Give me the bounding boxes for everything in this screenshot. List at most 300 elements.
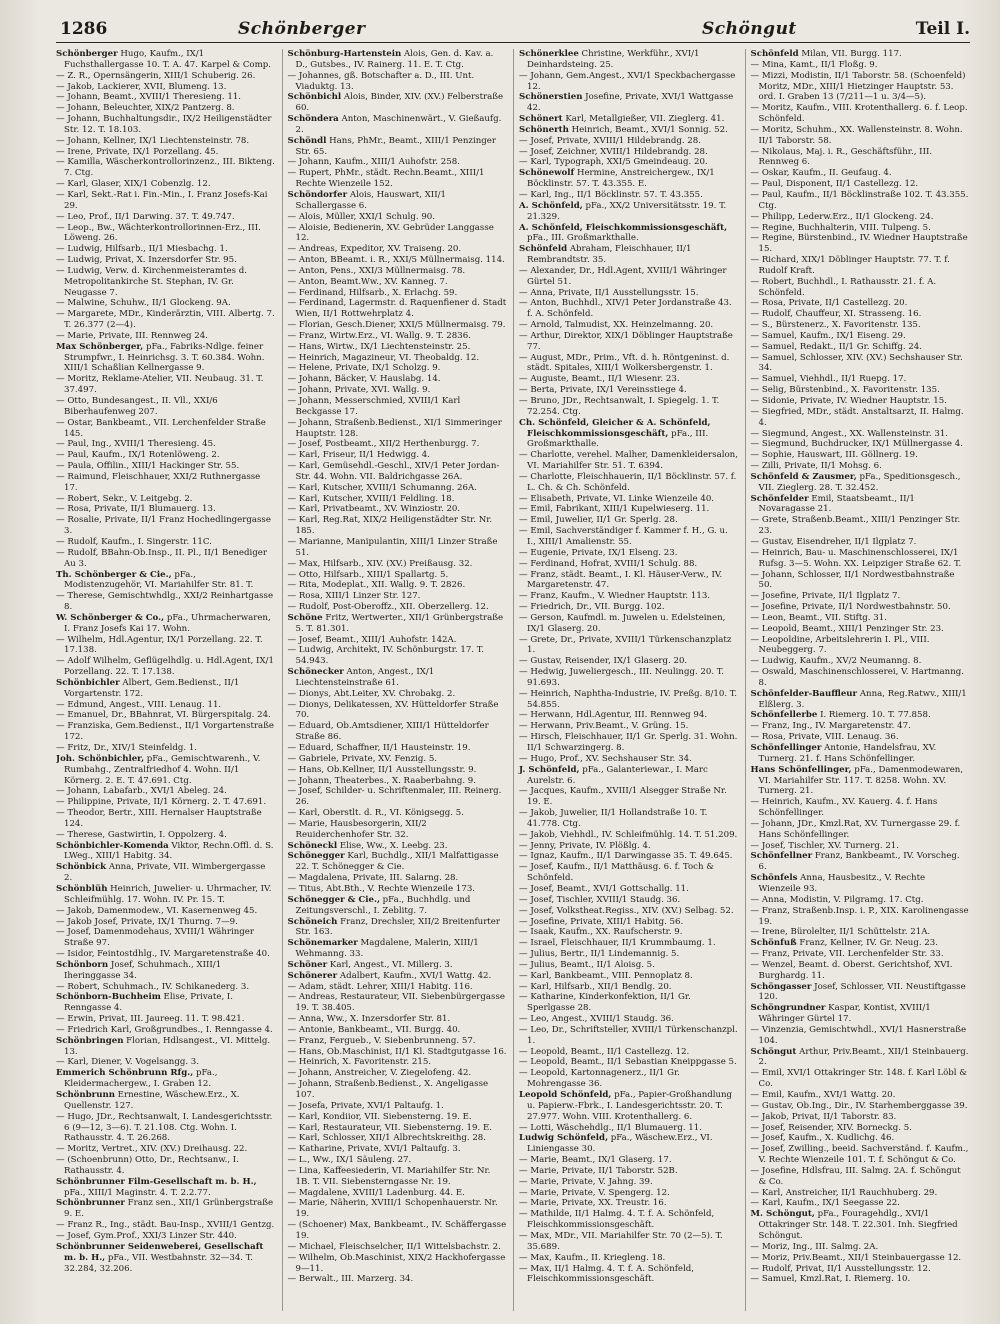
directory-entry xyxy=(519,862,739,884)
entry-details: — Josefine, Hdlsfrau, III. Salmg. 2A. f. Schöngut & Co. xyxy=(750,1165,961,1187)
entry-details: I. Riemerg. 10. T. 77.858. xyxy=(817,710,931,721)
entry-details: — Leopoldine, Arbeitslehrerin I. Pl., VIII. Neubeggerg. 7. xyxy=(750,634,930,656)
directory-entry xyxy=(519,374,739,385)
entry-details: — Ferdinand, Lagermstr. d. Raquenfiener d. Stadt Wien, II/1 Rottwehrplatz 4. xyxy=(287,298,507,320)
directory-entry xyxy=(751,1198,971,1209)
entry-surname: Schöneich xyxy=(287,916,338,927)
directory-entry xyxy=(519,71,739,93)
directory-entry xyxy=(56,179,276,190)
directory-entry xyxy=(288,917,508,939)
entry-details: — Josef, Tischler, XV. Turnerg. 21. xyxy=(750,840,899,851)
directory-entry xyxy=(519,298,739,320)
entry-details: — Regine, Buchhalterin, VIII. Tulpeng. 5. xyxy=(750,222,931,233)
directory-entry xyxy=(56,374,276,396)
entry-details: Milan, VII. Burgg. 117. xyxy=(798,49,902,59)
entry-details: — Wilhelm, Hdl.Agentur, IX/1 Porzellang. 22. T. 17.138. xyxy=(56,634,263,656)
entry-surname: Emmerich Schönbrunn Rfg., xyxy=(56,1068,194,1079)
directory-entry xyxy=(56,461,276,472)
entry-surname: Schönegger xyxy=(287,851,345,862)
directory-entry xyxy=(519,949,739,960)
entry-details: — Rupert, PhMr., städt. Rechn.Beamt., XIII/1 Rechte Wienzeile 152. xyxy=(287,168,485,190)
directory-entry xyxy=(56,1112,276,1145)
directory-entry xyxy=(751,873,971,895)
entry-details: — Ignaz, Kaufm., II/1 Darwingasse 35. T. 49.645. xyxy=(519,851,733,862)
directory-entry xyxy=(519,396,739,418)
entry-details: — Max, Hilfsarb., XIV. (XV.) Preißausg. 32. xyxy=(287,558,473,569)
directory-entry xyxy=(751,439,971,450)
directory-entry xyxy=(56,862,276,884)
directory-entry xyxy=(288,1274,508,1285)
entry-details: — Friedrich Karl, Großgrundbes., I. Renngasse 4. xyxy=(56,1024,273,1035)
entry-surname: Leopold Schönfeld, xyxy=(519,1090,612,1100)
entry-details: — Johann, Gem.Angest., XVI/1 Speckbachergasse 12. xyxy=(519,70,736,92)
entry-details: — Dionys, Delikatessen, XV. Hütteldorfer Straße 70. xyxy=(287,699,499,721)
entry-surname: Schönecker xyxy=(287,667,344,678)
entry-details: — Karl, Restaurateur, VII. Siebensterng. 19. E. xyxy=(287,1122,492,1133)
directory-entry xyxy=(288,136,508,158)
directory-entry xyxy=(288,49,508,71)
entry-details: Alois, Binder, XIV. (XV.) Felberstraße 60. xyxy=(295,92,504,114)
entry-details: — Antonie, Bankbeamt., VII. Burgg. 40. xyxy=(287,1024,461,1035)
directory-entry xyxy=(56,1068,276,1090)
directory-entry xyxy=(751,1166,971,1188)
entry-details: — Otto, Bundesangest., II. Vll., XXI/6 Biberhaufenweg 207. xyxy=(56,396,218,417)
entry-details: — Margarete, MDr., Kinderärztin, VIII. Albertg. 7. T. 26.377 (2—4). xyxy=(56,309,275,331)
directory-entry xyxy=(288,808,508,819)
part-label: Teil I. xyxy=(915,19,970,39)
entry-surname: Schönborn xyxy=(56,959,109,970)
directory-entry xyxy=(56,591,276,613)
directory-entry xyxy=(288,71,508,93)
entry-details: — Oswald, Maschinenschlosserei, V. Hartmanng. 8. xyxy=(750,667,964,688)
directory-entry xyxy=(519,1057,739,1068)
directory-entry xyxy=(56,949,276,960)
entry-details: — Leo, Angest., XVIII/1 Staudg. 36. xyxy=(519,1014,674,1025)
directory-entry xyxy=(56,570,276,592)
directory-entry xyxy=(751,472,971,494)
entry-details: — Josef, Private, XVIII/1 Hildebrandg. 28. xyxy=(519,135,701,146)
directory-entry xyxy=(751,689,971,711)
entry-details: — Ferdinand, Hofrat, XVIII/1 Schulg. 88. xyxy=(519,558,698,569)
left-running-head: Schönberger xyxy=(238,19,366,39)
entry-details: — Eduard, Schaffner, II/1 Hausteinstr. 19. xyxy=(287,743,471,753)
directory-entry xyxy=(56,743,276,754)
entry-surname: Schönbick xyxy=(56,862,107,873)
directory-entry xyxy=(519,92,739,114)
entry-details: — Jenny, Private, IV. Plößlg. 4. xyxy=(519,840,651,851)
directory-entry xyxy=(288,223,508,245)
directory-entry xyxy=(751,938,971,949)
directory-entry xyxy=(751,765,971,798)
directory-entry xyxy=(56,927,276,949)
entry-details: — Arthur, Direktor, XIX/1 Döblinger Hauptstraße 77. xyxy=(519,330,733,352)
directory-entry xyxy=(519,1155,739,1166)
entry-details: — Elisabeth, Private, VI. Linke Wienzeile 40. xyxy=(519,493,715,504)
directory-entry xyxy=(288,570,508,581)
entry-details: — Mizzi, Modistin, II/1 Taborstr. 58. (Schoenfeld) Moritz, MDr., XIII/1 Hietzinger Hauptstr. 53. ord. I. Graben 13 (7/211—1 u. 3/4—5). xyxy=(750,70,966,103)
entry-details: — Karl, Kutscher, XVIII/1 Feldling. 18. xyxy=(287,493,455,504)
entry-details: — Johann, Straßenb.Bedienst., XI/1 Simmeringer Hauptstr. 128. xyxy=(287,417,502,439)
directory-entry xyxy=(751,613,971,624)
directory-entry xyxy=(288,786,508,808)
entry-details: Hermine, Anstreichergew., IX/1 Böcklinstr. 57. T. 43.355. E. xyxy=(527,168,715,190)
entry-details: — Lotti, Wäschehdlg., II/1 Blumauerg. 11. xyxy=(519,1122,702,1133)
entry-details: — Karl, Kondiior, VII. Siebensterng. 19. E. xyxy=(287,1111,472,1122)
directory-entry xyxy=(751,147,971,169)
directory-entry xyxy=(519,1198,739,1209)
entry-details: — Rosa, Private, VIII. Lenaug. 36. xyxy=(750,732,899,743)
entry-details: — Moritz, Kaufm., VIII. Krotenthallerg. 6. f. Leop. Schönfeld. xyxy=(750,103,968,125)
entry-details: — Moritz, Schuhm., XX. Wallensteinstr. 8. Wohn. II/1 Taborstr. 58. xyxy=(750,124,963,146)
directory-entry xyxy=(56,331,276,342)
entry-details: — Josef, Postbeamt., XII/2 Herthenburgg. 7. xyxy=(287,439,480,450)
entry-details: pFa., VII. Westbahnstr. 32—34. T. 32.284, 32.206. xyxy=(64,1252,253,1274)
directory-entry xyxy=(288,418,508,440)
entry-details: Alois, Gen. d. Kav. a. D., Gutsbes., IV. Rainerg. 11. E. T. Ctg. xyxy=(295,49,494,70)
directory-entry xyxy=(519,168,739,190)
entry-details: — Therese, Gastwirtin, I. Oppolzerg. 4. xyxy=(56,829,227,840)
directory-entry xyxy=(56,190,276,212)
directory-entry xyxy=(751,1112,971,1123)
directory-entry xyxy=(519,591,739,602)
directory-entry xyxy=(56,721,276,743)
entry-details: — Wenzel, Beamt. d. Oberst. Gerichtshof, XVI. Burghardg. 11. xyxy=(750,959,953,981)
entry-details: — Franz, Kaufm., V. Wiedner Hauptstr. 113. xyxy=(519,591,711,602)
directory-entry xyxy=(519,526,739,548)
entry-surname: Schöngrundner xyxy=(750,1003,826,1014)
directory-entry xyxy=(288,515,508,537)
entry-details: — Johann, Straßenb.Bedienst., X. Angeligasse 107. xyxy=(287,1079,489,1100)
entry-surname: Schönegger & Cie., xyxy=(287,894,380,905)
directory-entry xyxy=(751,190,971,212)
directory-columns xyxy=(56,49,970,1311)
entry-details: — Josef, Volkstheat.Regiss., XIV. (XV.) Selbag. 52. xyxy=(519,905,734,916)
directory-entry xyxy=(519,494,739,505)
directory-entry xyxy=(519,927,739,938)
entry-details: — Adam, städt. Lehrer, XIII/1 Habitg. 116. xyxy=(287,981,473,992)
entry-details: — Samuel, Kaufm., IX/1 Eiseng. 29. xyxy=(750,330,906,341)
directory-entry xyxy=(288,92,508,114)
directory-entry xyxy=(751,624,971,635)
entry-details: — Alois, Müller, XXI/1 Schulg. 90. xyxy=(287,211,435,222)
entry-details: — Theodor, Bertr., XIII. Hernalser Hauptstraße 124. xyxy=(56,808,262,829)
entry-details: — Karl, Schlosser, XII/1 Albrechtskreithg. 28. xyxy=(287,1133,487,1144)
directory-entry xyxy=(751,223,971,234)
directory-entry xyxy=(288,439,508,450)
directory-entry xyxy=(519,656,739,667)
directory-entry xyxy=(519,548,739,559)
directory-entry xyxy=(56,1198,276,1220)
entry-details: — Gustav, Reisender, IX/1 Glaserg. 20. xyxy=(519,656,688,667)
entry-details: — Marie, Hausbesorgerin, XII/2 Reuiderchenhofer Str. 32. xyxy=(287,818,427,840)
entry-details: — Marie, Näherin, XVIII/1 Schopenhauerstr. Nr. 19. xyxy=(287,1198,498,1220)
entry-details: Magdalene, Malerin, XIII/1 Wehmanng. 33. xyxy=(295,938,479,960)
directory-entry xyxy=(56,678,276,700)
entry-details: — Josef, Schilder- u. Schriftenmaler, III. Reinerg. 26. xyxy=(287,786,502,808)
directory-entry xyxy=(519,1123,739,1134)
directory-entry xyxy=(56,992,276,1014)
directory-entry xyxy=(519,765,739,787)
directory-entry xyxy=(751,1025,971,1047)
entry-details: — Karl, Friseur, II/1 Hedwigg. 4. xyxy=(287,450,430,461)
entry-details: — Josefine, Private, II/1 Ilgplatz 7. xyxy=(750,591,901,602)
directory-entry xyxy=(288,1036,508,1047)
directory-entry xyxy=(56,960,276,982)
directory-entry xyxy=(288,721,508,743)
entry-details: — Jakob, Damenmodew., VI. Kasernenweg 45. xyxy=(56,905,258,916)
entry-details: — Robert, Schuhmach., IV. Schikanederg. 3. xyxy=(56,981,250,992)
entry-details: — Ludwig, Kaufm., XV/2 Neumanng. 8. xyxy=(750,656,922,667)
entry-details: — Mina, Kamt., II/1 Floßg. 9. xyxy=(750,59,878,70)
entry-details: — Selig, Bürstenbind., X. Favoritenstr. 135. xyxy=(750,385,940,396)
entry-details: — Emil, Kaufm., XVI/1 Wattg. 20. xyxy=(750,1090,896,1100)
entry-surname: Schönerth xyxy=(519,124,569,135)
entry-details: — Florian, Gesch.Diener, XXI/5 Müllnermaisg. 79. xyxy=(287,320,506,331)
entry-surname: Schöndera xyxy=(287,114,339,125)
entry-details: — Lina, Kaffeesiederin, VI. Mariahilfer Str. Nr. 1B. T. VII. Siebensterngasse Nr. 19. xyxy=(287,1165,491,1187)
directory-entry xyxy=(56,244,276,255)
directory-entry xyxy=(288,255,508,266)
entry-details: — Auguste, Beamt., II/1 Wiesenr. 23. xyxy=(519,374,680,385)
entry-details: — Gustav, Ob.Ing., Dir., IV. Starhemberggasse 39. xyxy=(750,1100,968,1111)
entry-details: — Ludwig, Architekt, IV. Schönburgstr. 17. T. 54.943. xyxy=(287,645,484,667)
directory-entry xyxy=(519,884,739,895)
directory-entry xyxy=(56,71,276,82)
entry-details: — Johann, Kaufm., XIII/1 Auhofstr. 258. xyxy=(287,157,460,168)
entry-details: — Emil, Sachverständiger f. Kammer f. H., G. u. I., XIII/1 Amalienstr. 55. xyxy=(519,526,728,547)
entry-details: — Johann, JDr., Kmzl.Rat, XV. Turnergasse 29. f. Hans Schönfellinger. xyxy=(750,818,961,840)
directory-entry xyxy=(288,363,508,374)
entry-details: — Jakob, Viehhdl., IV. Schleifmühlg. 14. T. 51.209. xyxy=(519,829,738,840)
entry-details: — Arnold, Talmudist, XX. Heinzelmanng. 20. xyxy=(519,320,714,331)
entry-details: — Emil, XVI/1 Ottakringer Str. 148. f. Karl Löbl & Co. xyxy=(750,1068,967,1090)
entry-details: — Paul, Ing., XVIII/1 Theresieng. 45. xyxy=(56,439,216,450)
directory-entry xyxy=(519,830,739,841)
directory-entry xyxy=(288,1101,508,1112)
directory-entry xyxy=(56,1090,276,1112)
entry-details: — Z. R., Opernsängerin, XIII/1 Schuberig. 26. xyxy=(56,70,256,81)
entry-details: — Samuel, Viehhdl., II/1 Ruepg. 17. xyxy=(750,374,907,385)
directory-entry xyxy=(751,331,971,342)
entry-details: — Rosa, XIII/1 Linzer Str. 127. xyxy=(287,591,421,602)
entry-details: — (Schoenbrunn) Otto, Dr., Rechtsanw., I. Rathausstr. 4. xyxy=(56,1155,239,1176)
directory-entry xyxy=(56,1220,276,1231)
entry-details: — Rita, Modeplat., XII. Wallg. 9. T. 2826. xyxy=(287,580,466,591)
directory-entry xyxy=(56,1025,276,1036)
entry-details: — Charlotte, verehel. Malher, Damenkleidersalon, VI. Mariahilfer Str. 51. T. 6394. xyxy=(519,450,738,472)
directory-entry xyxy=(288,1155,508,1166)
entry-surname: Schönfellner xyxy=(750,851,813,862)
directory-entry xyxy=(288,580,508,591)
directory-entry xyxy=(56,797,276,808)
entry-details: Abraham, Fleischhauer, II/1 Rembrandtstr. 35. xyxy=(527,244,692,266)
directory-entry xyxy=(288,277,508,288)
directory-entry xyxy=(56,49,276,71)
entry-surname: Ludwig Schönfeld, xyxy=(519,1133,609,1144)
directory-entry xyxy=(288,645,508,667)
entry-details: — Siegmund, Buchdrucker, IX/1 Müllnergasse 4. xyxy=(750,439,963,450)
entry-details: — Vinzenzia, Gemischtwhdl., XVI/1 Hasnerstraße 104. xyxy=(750,1024,967,1046)
column-3 xyxy=(513,49,739,1311)
directory-entry xyxy=(519,992,739,1014)
directory-entry xyxy=(56,548,276,570)
entry-surname: Schönerer xyxy=(287,970,338,981)
entry-details: — Dionys, Abt.Leiter, XV. Chrobakg. 2. xyxy=(287,688,456,699)
entry-details: Josef, Schuhmach., XIII/1 Iheringgasse 34. xyxy=(64,959,222,981)
directory-entry xyxy=(751,906,971,928)
entry-details: pFa., Fabriks-Ndlge. feiner Strumpfwr., I. Heinrichsg. 3. T. 60.384. Wohn. XIII/1 Schaßlian Kellnergasse 9. xyxy=(64,341,265,374)
entry-details: Elise, Private, I. Renngasse 4. xyxy=(64,992,234,1014)
entry-details: — Paul, Disponent, II/1 Castellezg. 12. xyxy=(750,179,919,190)
entry-details: — Titus, Abt.Bth., V. Rechte Wienzeile 173. xyxy=(287,883,476,894)
directory-entry xyxy=(751,407,971,429)
entry-surname: Schöner xyxy=(287,959,328,970)
entry-details: — Anton, Buchhdl., XIV/1 Peter Jordanstraße 43. f. A. Schönfeld. xyxy=(519,298,732,320)
entry-details: — Josefine, Private, II/1 Nordwestbahnstr. 50. xyxy=(750,602,951,613)
entry-details: — Regine, Bürstenbind., IV. Wiedner Hauptstraße 15. xyxy=(750,233,968,255)
entry-details: — Johann, Bäcker, V. Hauslabg. 14. xyxy=(287,374,441,385)
directory-entry xyxy=(288,591,508,602)
entry-surname: Schönewolf xyxy=(519,168,575,179)
entry-details: — Johann, Anstreicher, V. Ziegelofeng. 42. xyxy=(287,1068,472,1079)
entry-details: Hugo, Kaufm., IX/1 Fuchsthallergasse 10. T. A. 47. Karpel & Comp. xyxy=(64,49,271,70)
entry-details: — Franz R., Ing., städt. Bau-Insp., XVIII/1 Gentzg. xyxy=(56,1220,275,1231)
directory-entry xyxy=(56,1014,276,1025)
entry-details: — Johann, Theaterbes., X. Raaberbahng. 9. xyxy=(287,775,477,786)
directory-entry xyxy=(519,1166,739,1177)
directory-entry xyxy=(519,938,739,949)
entry-details: pFa., Galanteriewar., I. Marc Aurelstr. 6. xyxy=(527,764,708,786)
entry-surname: Schöndorfer xyxy=(287,189,348,200)
entry-details: — Gabriele, Private, XV. Fenzig. 5. xyxy=(287,753,438,764)
directory-entry xyxy=(751,721,971,732)
directory-entry xyxy=(751,1144,971,1166)
entry-details: — Leopold, Kartonnagenerz., II/1 Gr. Mohrengasse 36. xyxy=(519,1068,680,1090)
entry-details: — Michael, Fleischselcher, II/1 Wittelsbachstr. 2. xyxy=(287,1241,501,1252)
directory-entry xyxy=(519,1090,739,1123)
entry-details: — August, MDr., Prim., Vft. d. h. Röntgeninst. d. städt. Spitales, XIII/1 Wolkersbergenstr. 1. xyxy=(519,352,730,374)
entry-details: — Hans, Ob.Kellner, II/1 Ausstellungsstr. 9. xyxy=(287,764,477,775)
directory-entry xyxy=(56,917,276,928)
directory-entry xyxy=(751,353,971,375)
entry-surname: Schönbrunner xyxy=(56,1198,125,1209)
entry-details: — Philipp, Lederw.Erz., II/1 Glockeng. 24. xyxy=(750,211,934,222)
entry-details: — Malwine, Schuhw., II/1 Glockeng. 9A. xyxy=(56,298,231,309)
directory-entry xyxy=(751,179,971,190)
entry-details: — Katharine, Kinderkonfektion, II/1 Gr. Sperlgasse 28. xyxy=(519,992,691,1014)
entry-details: — Helene, Private, IX/1 Scholzg. 9. xyxy=(287,363,441,374)
directory-entry xyxy=(56,342,276,375)
entry-details: — Josef, Reisender, XIV. Borneckg. 5. xyxy=(750,1122,912,1133)
directory-entry xyxy=(519,841,739,852)
directory-entry xyxy=(751,797,971,819)
entry-details: — Johann, Labafarb., XVI/1 Abeleg. 24. xyxy=(56,786,227,797)
entry-surname: Schönfelder xyxy=(750,493,809,504)
directory-entry xyxy=(751,450,971,461)
entry-details: — Leop., Bw., Wächterkontrollorinnen-Erz., III. Löweng. 26. xyxy=(56,222,261,244)
entry-surname: Schönbichler xyxy=(56,677,120,688)
directory-entry xyxy=(56,266,276,299)
entry-details: — Leopold, Beamt., II/1 Castellezg. 12. xyxy=(519,1046,690,1057)
entry-details: Viktor, Rechn.Offl. d. S. LWeg., XIII/1 Habitg. 34. xyxy=(64,840,274,862)
directory-entry xyxy=(751,233,971,255)
entry-details: — Josef, Beamt., XIII/1 Auhofstr. 142A. xyxy=(287,634,457,645)
directory-entry xyxy=(751,1264,971,1275)
entry-details: — Alexander, Dr., Hdl.Agent, XVIII/1 Währinger Gürtel 51. xyxy=(519,265,727,287)
entry-details: — Julius, Beamt., II/1 Aloisg. 5. xyxy=(519,959,655,970)
entry-details: — Karl, Kaufm., IX/1 Seegasse 22. xyxy=(750,1198,900,1209)
right-running-head: Schöngut xyxy=(702,19,797,39)
entry-details: — Hans, Ob.Maschinist, II/1 Kl. Stadtgutgasse 16. xyxy=(287,1046,507,1057)
directory-entry xyxy=(751,1242,971,1253)
entry-details: Franz, Kellner, IV. Gr. Neug. 23. xyxy=(796,938,938,949)
entry-details: — Karl, Diener, V. Vogelsangg. 3. xyxy=(56,1057,199,1068)
directory-entry xyxy=(56,472,276,494)
directory-entry xyxy=(288,1133,508,1144)
entry-details: — Irene, Private, IX/1 Porzellang. 45. xyxy=(56,146,219,157)
entry-details: Franz, Bankbeamt., IV. Vorscheg. 6. xyxy=(758,851,960,873)
directory-entry xyxy=(56,103,276,114)
directory-entry xyxy=(519,960,739,971)
entry-surname: Schöndl xyxy=(287,135,327,146)
directory-entry xyxy=(56,114,276,136)
directory-entry xyxy=(56,537,276,548)
directory-entry xyxy=(56,1155,276,1177)
entry-surname: A. Schönfeld, Fleischkommissionsgeschäft, xyxy=(519,222,728,233)
entry-details: — Anton, Beamt.Ww., XV. Kanneg. 7. xyxy=(287,276,448,287)
entry-details: — Karl, Privatbeamt., XV. Winziostr. 20. xyxy=(287,504,461,515)
entry-surname: Schönerklee xyxy=(519,49,579,59)
entry-details: — Johann, Kellner, IX/1 Liechtensteinstr. 78. xyxy=(56,135,250,146)
directory-entry xyxy=(288,1188,508,1199)
directory-entry xyxy=(288,765,508,776)
directory-entry xyxy=(519,136,739,147)
directory-entry xyxy=(519,754,739,765)
directory-entry xyxy=(288,1079,508,1101)
entry-details: — Karl, Gemüsehdl.-Geschl., XIV/1 Peter Jordan-Str. 44. Wohn. VII. Baldrichgasse 26A. xyxy=(287,461,500,482)
entry-details: — Hirsch, Fleischhauer, II/1 Gr. Sperlg. 31. Wohn. II/1 Schwarzingerg. 8. xyxy=(519,732,738,753)
directory-entry xyxy=(288,1198,508,1220)
directory-entry xyxy=(519,895,739,906)
directory-entry xyxy=(519,1177,739,1188)
entry-details: Josefine, Private, XVI/1 Wattgasse 42. xyxy=(527,92,734,114)
directory-entry xyxy=(751,1101,971,1112)
entry-details: — Anna, Private, II/1 Ausstellungsstr. 15. xyxy=(519,287,699,298)
entry-details: — Rosa, Private, II/1 Blumauerg. 13. xyxy=(56,504,216,515)
entry-details: — Samuel, Redakt., II/1 Gr. Schiffg. 24. xyxy=(750,341,922,352)
directory-entry xyxy=(288,212,508,223)
entry-details: Florian, Hdlsangest., VI. Mittelg. 13. xyxy=(64,1035,271,1057)
directory-entry xyxy=(288,992,508,1014)
directory-entry xyxy=(751,385,971,396)
entry-details: — Josef, Kaufm., X. Kudlichg. 46. xyxy=(750,1133,895,1144)
directory-entry xyxy=(288,700,508,722)
directory-entry xyxy=(56,635,276,657)
entry-details: Anton, Maschinenwärt., V. Gießaufg. 2. xyxy=(295,114,502,135)
directory-entry xyxy=(519,125,739,136)
entry-details: — Friedrich, Dr., VII. Burgg. 102. xyxy=(519,602,665,613)
entry-details: — Johann, Beamt., XVIII/1 Theresieng. 11. xyxy=(56,92,242,103)
directory-entry xyxy=(56,656,276,678)
directory-entry xyxy=(519,244,739,266)
entry-surname: Schönfels xyxy=(750,873,798,884)
entry-details: Fritz, Wertwerter., XII/1 Grünbergstraße 5. T. 81.301. xyxy=(295,612,504,634)
entry-details: — Karl, Sekt.-Rat i. Fin.-Min., I. Franz Josefs-Kai 29. xyxy=(56,189,268,211)
directory-entry xyxy=(519,1264,739,1286)
directory-entry xyxy=(288,1166,508,1188)
directory-entry xyxy=(751,60,971,71)
directory-entry xyxy=(56,613,276,635)
